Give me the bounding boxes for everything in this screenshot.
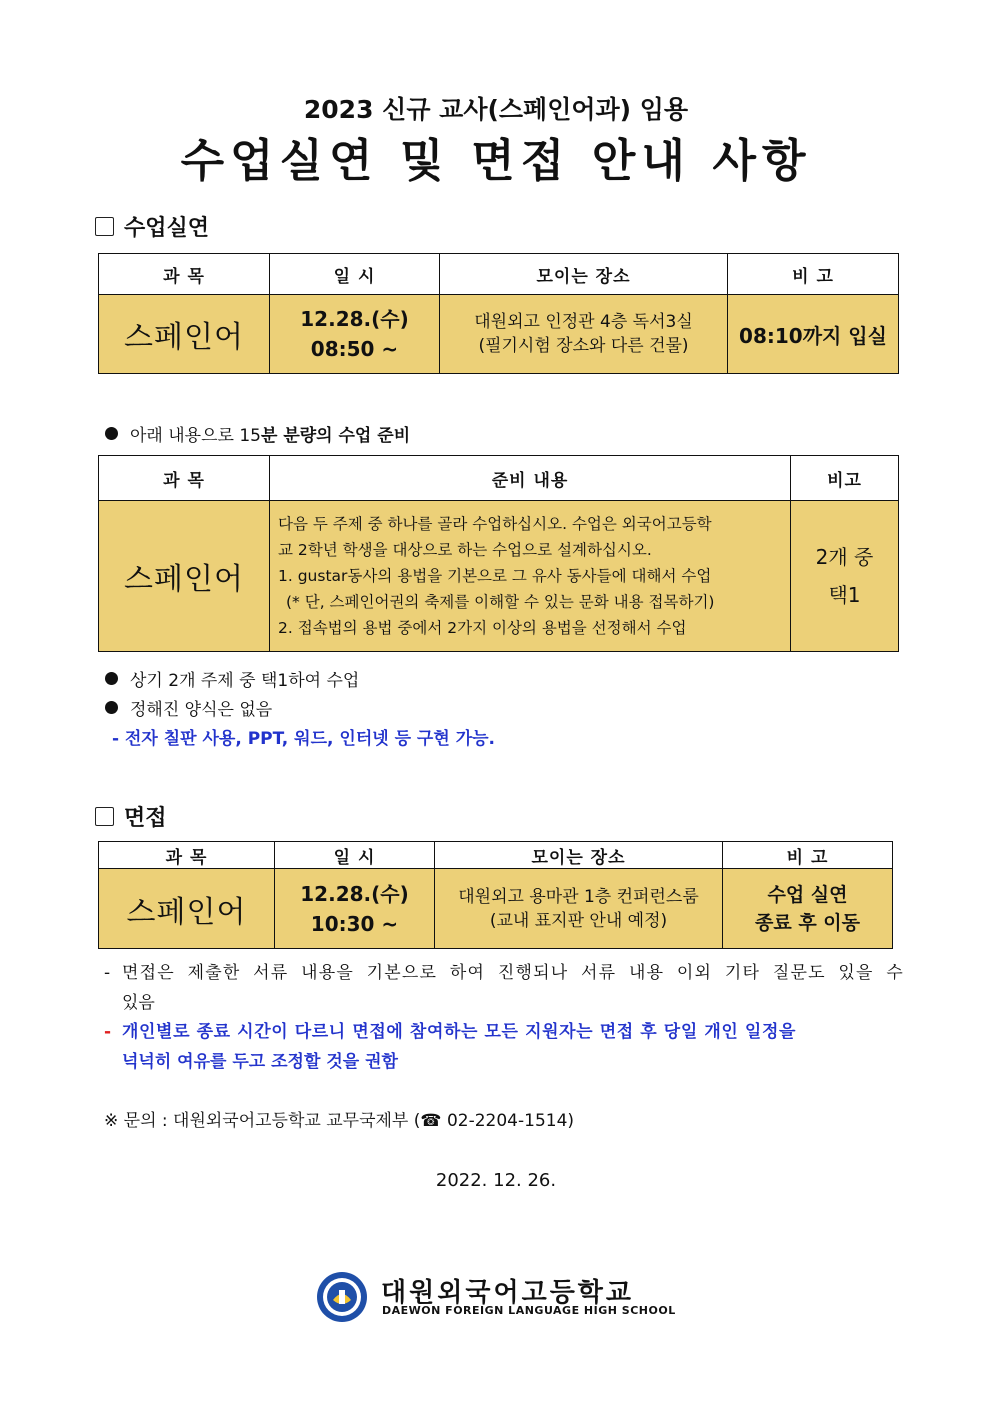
place-line2: (필기시험 장소와 다른 건물)	[478, 336, 689, 356]
section-interview-heading	[95, 801, 167, 832]
prep-line: 2. 접속법의 용법 중에서 2가지 이상의 용법을 선정해서 수업	[278, 619, 687, 637]
interview-schedule-table	[98, 841, 893, 949]
date-text: 12.28.(수)	[300, 307, 409, 331]
time-text: 08:50 ~	[310, 337, 399, 361]
note2-line1: 개인별로 종료 시간이 다르니 면접에 참여하는 모든 지원자는 면접 후 당일 개인 일정을	[122, 1022, 796, 1042]
subject-cell: 스페인어	[99, 295, 270, 374]
place-cell	[440, 295, 728, 374]
demo-schedule-table	[98, 253, 899, 374]
note-line2: 종료 후 이동	[755, 911, 860, 934]
col-place-header: 모이는 장소	[440, 254, 728, 295]
contact-phone: 02-2204-1514)	[441, 1111, 575, 1131]
blue-note: - 전자 칠판 사용, PPT, 워드, 인터넷 등 구현 가능.	[112, 729, 495, 749]
prep-intro-bold: 분 분량의 수업 준비	[260, 426, 411, 446]
col-note-header: 비 고	[728, 254, 899, 295]
note2-line2: 넉넉히 여유를 두고 조정할 것을 권함	[122, 1052, 398, 1072]
bullet-text: 상기 2개 주제 중 택1하여 수업	[130, 671, 360, 691]
section-demo-label: 수업실연	[124, 216, 210, 241]
logo-name-ko: 대원외국어고등학교	[381, 1278, 635, 1308]
prep-line: (* 단, 스페인어권의 축제를 이해할 수 있는 문화 내용 접목하기)	[286, 593, 715, 611]
place-line2: (교내 표지판 안내 예정)	[489, 910, 668, 931]
place-line1: 대원외고 인정관 4층 독서3실	[474, 312, 693, 332]
note1-line1: 면접은 제출한 서류 내용을 기본으로 하여 진행되나 서류 내용 이외 기타 질문도 있을 수	[122, 963, 904, 983]
datetime-cell	[275, 869, 435, 949]
prep-subject-cell: 스페인어	[99, 501, 270, 652]
prep-col-subject: 과 목	[99, 456, 270, 501]
interview-note-2	[104, 1017, 904, 1077]
phone-icon: ☎	[420, 1111, 442, 1131]
checkbox-icon	[95, 807, 114, 826]
interview-note-1	[104, 958, 904, 1018]
contact-prefix: ※ 문의 : 대원외국어고등학교 교무국제부 (	[104, 1111, 421, 1131]
prep-intro	[105, 421, 410, 446]
prep-note-cell	[791, 501, 899, 652]
dash: -	[104, 1022, 112, 1042]
prep-note-line1: 2개 중	[815, 545, 874, 569]
time-text: 10:30 ~	[310, 911, 399, 936]
note-cell: 08:10까지 입실	[728, 295, 899, 374]
bullet-text: 정해진 양식은 없음	[130, 700, 273, 720]
col-subject-header: 과 목	[99, 842, 275, 869]
page-title: 수업실연 및 면접 안내 사항	[180, 134, 812, 187]
bullet-item	[105, 695, 272, 720]
note1-line2: 있음	[122, 993, 155, 1013]
section-demo-heading	[95, 211, 209, 242]
prep-table	[98, 455, 899, 652]
bullet-icon	[105, 701, 118, 714]
col-datetime-header: 일 시	[275, 842, 435, 869]
prep-note-line2: 택1	[828, 583, 861, 607]
dash: -	[104, 963, 111, 983]
prep-col-note: 비고	[791, 456, 899, 501]
date-text: 12.28.(수)	[300, 881, 409, 906]
bullet-item	[105, 666, 359, 691]
page-subtitle: 2023 신규 교사(스페인어과) 임용	[303, 95, 689, 124]
note-cell	[723, 869, 893, 949]
contact-info	[104, 1106, 574, 1131]
bullet-icon	[105, 672, 118, 685]
prep-line: 교 2학년 학생을 대상으로 하는 수업으로 설계하십시오.	[278, 541, 652, 559]
note-line1: 수업 실연	[767, 883, 848, 906]
logo-name-en: DAEWON FOREIGN LANGUAGE HIGH SCHOOL	[382, 1304, 676, 1317]
place-line1: 대원외고 용마관 1층 컨퍼런스룸	[458, 886, 699, 907]
col-note-header: 비 고	[723, 842, 893, 869]
school-emblem-icon	[315, 1270, 369, 1324]
section-interview-label: 면접	[124, 806, 167, 831]
prep-intro-text: 아래 내용으로 15	[130, 426, 261, 446]
prep-line: 다음 두 주제 중 하나를 골라 수업하십시오. 수업은 외국어고등학	[278, 515, 712, 533]
document-date: 2022. 12. 26.	[435, 1170, 557, 1191]
prep-col-content: 준비 내용	[270, 456, 791, 501]
prep-line: 1. gustar동사의 용법을 기본으로 그 유사 동사들에 대해서 수업	[278, 567, 712, 585]
bullet-icon	[105, 427, 118, 440]
place-cell	[435, 869, 723, 949]
col-datetime-header: 일 시	[270, 254, 440, 295]
col-place-header: 모이는 장소	[435, 842, 723, 869]
school-logo	[315, 1270, 715, 1330]
col-subject-header: 과 목	[99, 254, 270, 295]
subject-cell: 스페인어	[99, 869, 275, 949]
checkbox-icon	[95, 217, 114, 236]
datetime-cell	[270, 295, 440, 374]
prep-content-cell	[270, 501, 791, 652]
